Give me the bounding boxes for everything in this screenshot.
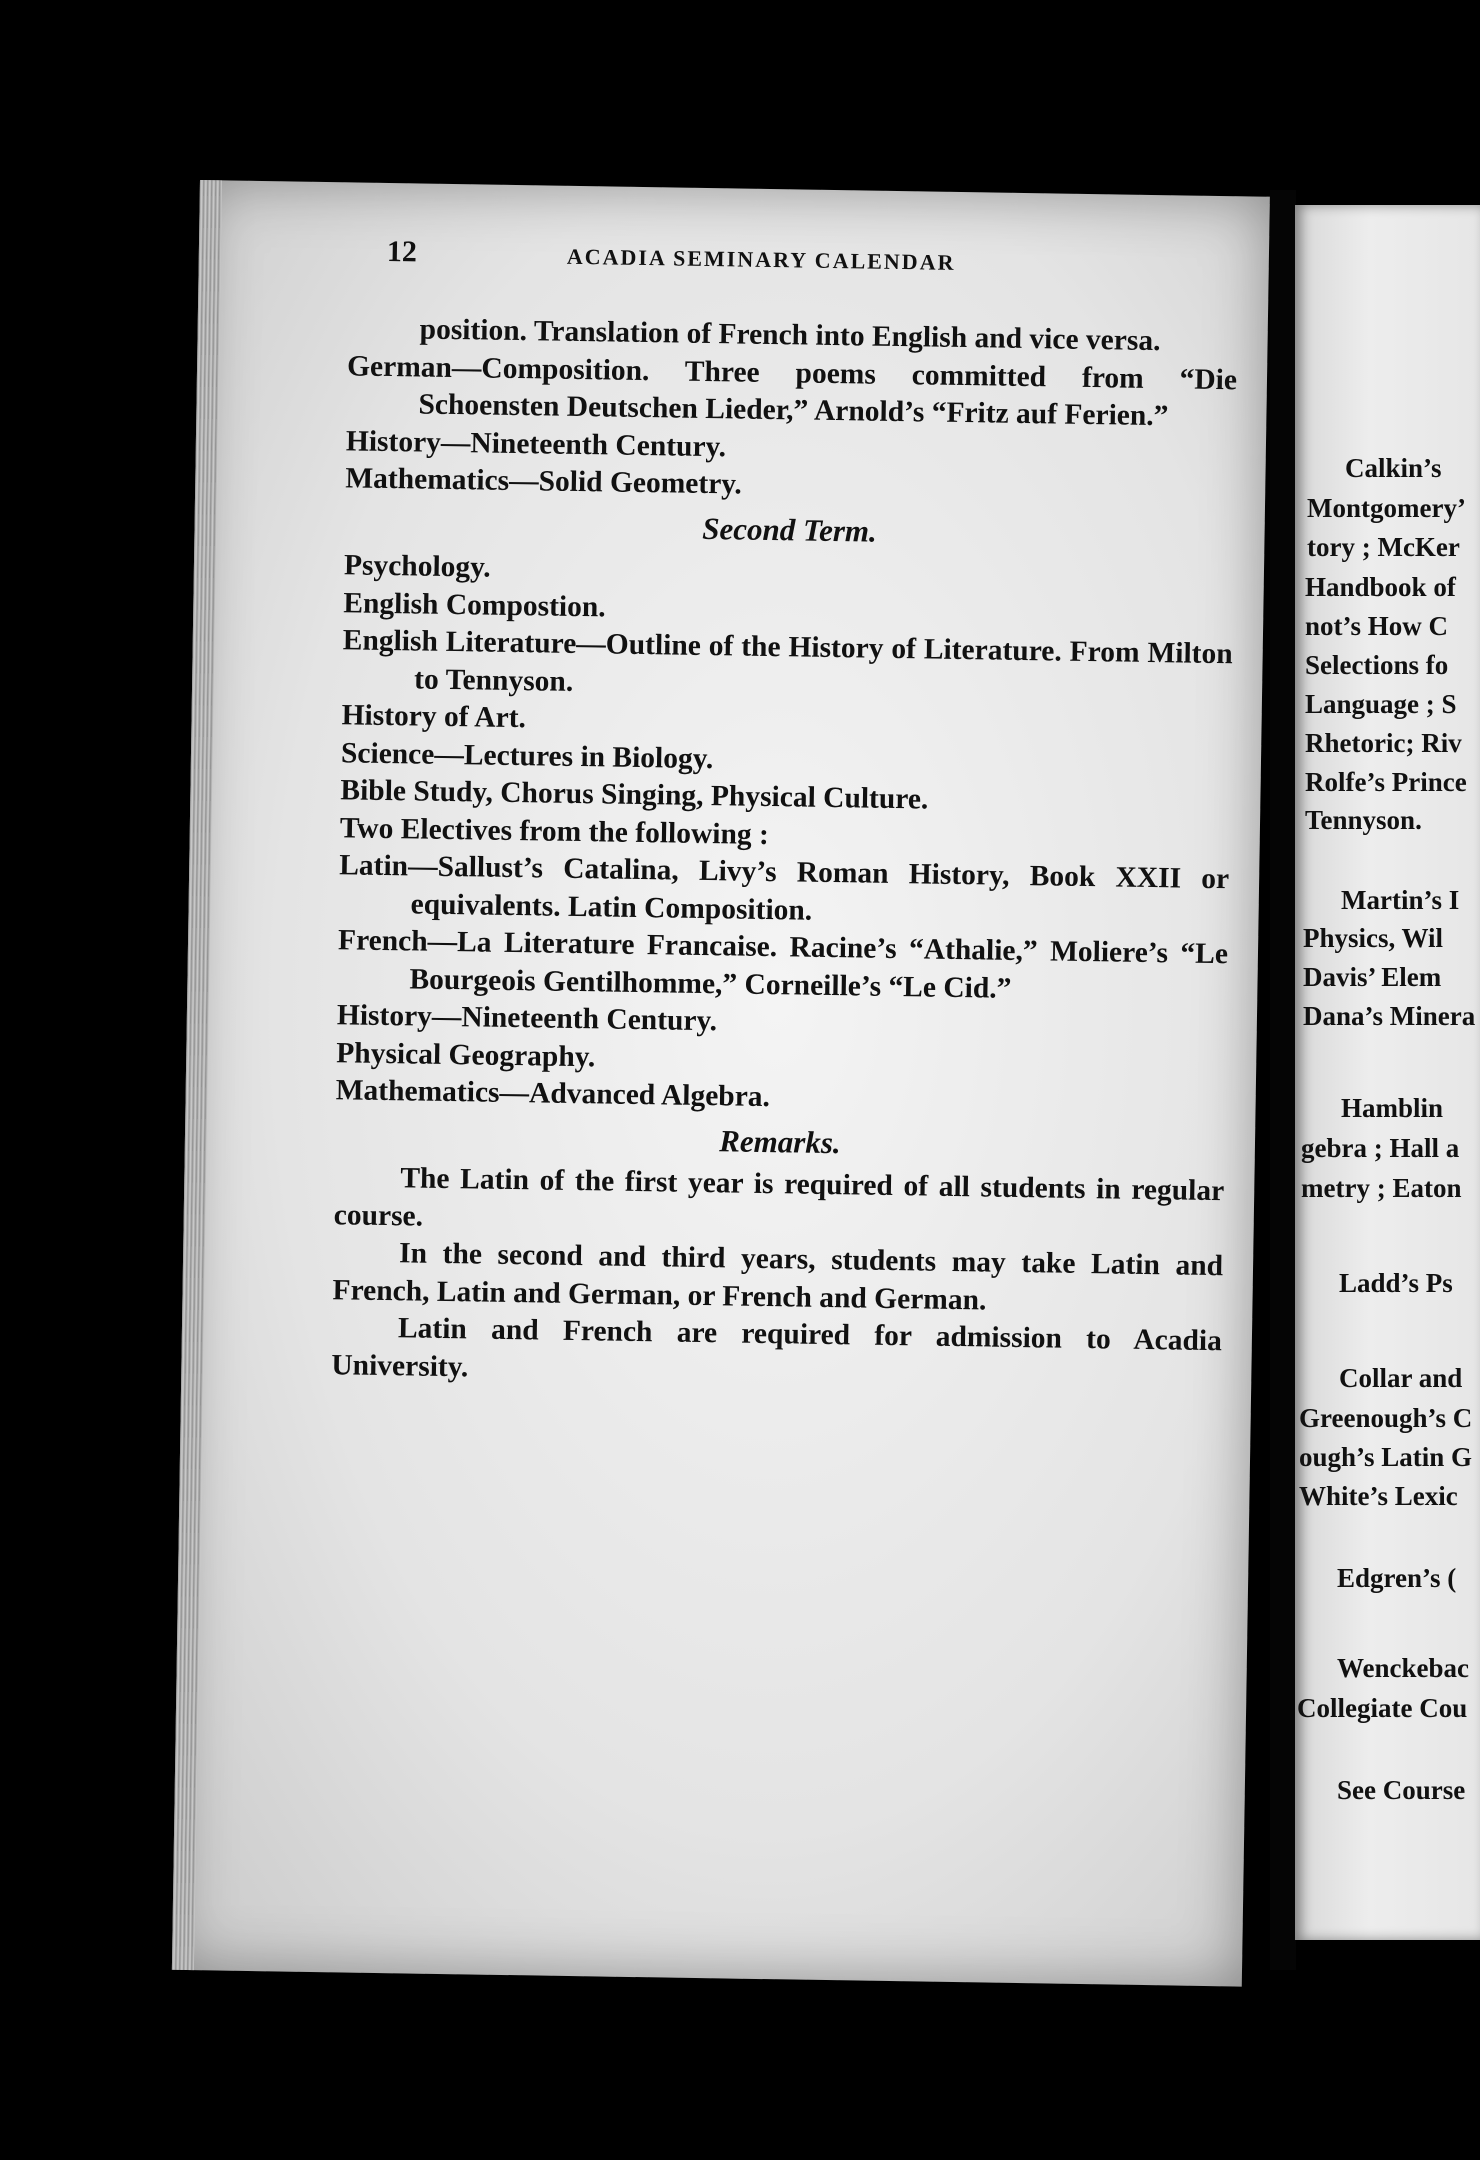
facing-text: gebra ; Hall a	[1301, 1133, 1460, 1163]
course-line: Psychology.	[343, 549, 491, 584]
facing-text: Rhetoric; Riv	[1305, 728, 1462, 758]
remark-paragraph: Latin and French are required for admission to Acadia University.	[331, 1312, 1223, 1383]
running-title: ACADIA SEMINARY CALENDAR	[566, 243, 956, 275]
section-heading-remarks: Remarks.	[718, 1122, 841, 1160]
course-line: English Compostion.	[343, 586, 606, 623]
course-line: Physical Geography.	[336, 1036, 596, 1073]
facing-text: Rolfe’s Prince	[1305, 767, 1467, 797]
remark-paragraph: In the second and third years, students may take Latin and French, Latin and German, or French and German.	[332, 1237, 1224, 1316]
course-line: French—La Literature Francaise. Racine’s “Athalie,” Moliere’s “Le Bourgeois Gentilhomme,” Corneille’s “Le Cid.”	[337, 924, 1229, 1005]
course-line: Bible Study, Chorus Singing, Physical Culture.	[340, 774, 929, 816]
facing-text: Edgren’s (	[1337, 1563, 1457, 1593]
left-page	[172, 180, 1270, 1987]
page-number: 12	[386, 234, 418, 269]
facing-text: Wenckebac	[1337, 1653, 1469, 1683]
facing-text: See Course	[1337, 1775, 1466, 1805]
book-gutter	[1270, 190, 1296, 1970]
facing-text: Martin’s I	[1341, 885, 1460, 915]
page-edge	[172, 180, 222, 1970]
facing-text: Collegiate Cou	[1297, 1693, 1468, 1723]
facing-text: Language ; S	[1305, 689, 1457, 719]
body-line: German—Composition. Three poems committed from “Die Schoensten Deutschen Lieder,” Arnold’s “Fritz auf Ferien.”	[346, 349, 1238, 433]
remark-paragraph: The Latin of the first year is required of all students in regular course.	[333, 1162, 1225, 1233]
course-line: History—Nineteenth Century.	[336, 999, 718, 1038]
facing-text: tory ; McKer	[1307, 532, 1460, 562]
facing-text: not’s How C	[1305, 611, 1449, 641]
facing-text: Tennyson.	[1305, 805, 1422, 835]
facing-text: metry ; Eaton	[1301, 1173, 1462, 1203]
facing-text: Handbook of	[1305, 572, 1456, 602]
course-line: Science—Lectures in Biology.	[340, 736, 714, 775]
facing-text: Ladd’s Ps	[1339, 1268, 1453, 1298]
body-line: History—Nineteenth Century.	[345, 424, 727, 463]
facing-text: ough’s Latin G	[1299, 1442, 1473, 1472]
page-body	[331, 310, 1238, 1398]
facing-text: Hamblin	[1341, 1093, 1444, 1123]
course-line: Mathematics—Advanced Algebra.	[335, 1074, 771, 1114]
facing-text: Davis’ Elem	[1303, 962, 1442, 992]
facing-text: Dana’s Minera	[1303, 1001, 1476, 1031]
course-line: History of Art.	[341, 699, 527, 735]
course-line: English Literature—Outline of the History of Literature. From Milton to Tennyson.	[342, 624, 1233, 698]
body-line: Mathematics—Solid Geometry.	[345, 462, 743, 501]
facing-text: Collar and	[1339, 1363, 1463, 1393]
page-header	[387, 235, 1209, 282]
course-line: Latin—Sallust’s Catalina, Livy’s Roman History, Book XXII or equivalents. Latin Composition.	[339, 849, 1230, 927]
facing-page	[1295, 205, 1480, 1940]
facing-text: Physics, Wil	[1303, 923, 1444, 953]
body-line: position. Translation of French into English and vice versa.	[419, 313, 1161, 358]
facing-text: Montgomery’	[1307, 493, 1466, 523]
facing-text: Selections fo	[1305, 650, 1449, 680]
course-line: Two Electives from the following :	[339, 811, 770, 851]
facing-text: Calkin’s	[1345, 453, 1442, 483]
section-heading-second-term: Second Term.	[702, 510, 878, 549]
facing-text: White’s Lexic	[1299, 1481, 1458, 1511]
facing-text: Greenough’s C	[1299, 1403, 1473, 1433]
